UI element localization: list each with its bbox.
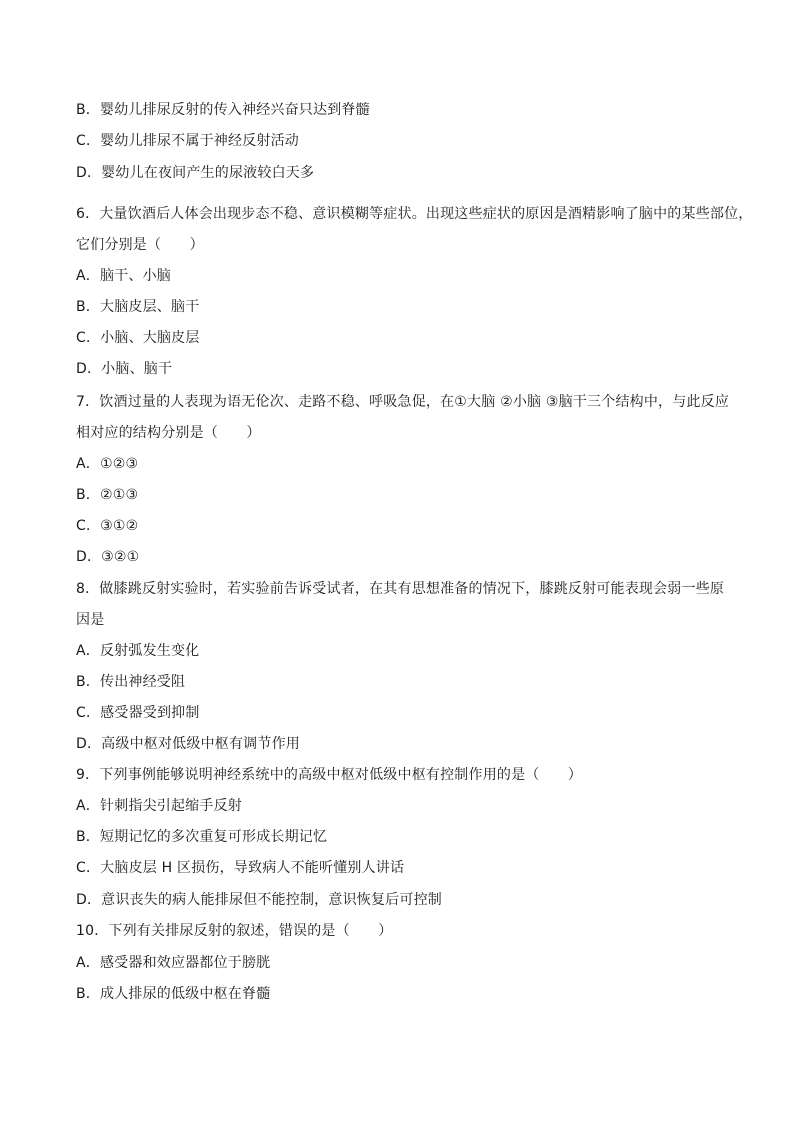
- q8-option-b: B．传出神经受阻: [76, 674, 186, 690]
- q6-option-a: A．脑干、小脑: [76, 268, 171, 284]
- q8-option-c: C．感受器受到抑制: [76, 705, 200, 721]
- q9-option-b: B．短期记忆的多次重复可形成长期记忆: [76, 829, 328, 845]
- q6-option-c: C．小脑、大脑皮层: [76, 330, 200, 346]
- q7-stem-line1: 7．饮酒过量的人表现为语无伦次、走路不稳、呼吸急促，在①大脑 ②小脑 ③脑干三个结构中，与此反应: [76, 394, 730, 410]
- q7-option-d: D．③②①: [76, 549, 140, 565]
- q7-option-c: C．③①②: [76, 518, 139, 534]
- q10-stem-line1: 10．下列有关排尿反射的叙述，错误的是（ ）: [76, 923, 393, 939]
- q6-stem-line2: 它们分别是（ ）: [76, 237, 204, 253]
- q9-option-a: A．针刺指尖引起缩手反射: [76, 798, 242, 814]
- q6-stem-line1: 6．大量饮酒后人体会出现步态不稳、意识模糊等症状。出现这些症状的原因是酒精影响了脑中的某些部位，: [76, 206, 753, 222]
- q6-option-d: D．小脑、脑干: [76, 361, 173, 377]
- q7-option-a: A．①②③: [76, 456, 139, 472]
- q8-option-a: A．反射弧发生变化: [76, 643, 200, 659]
- q5-option-d: D．婴幼儿在夜间产生的尿液较白天多: [76, 165, 315, 181]
- q9-stem-line1: 9．下列事例能够说明神经系统中的高级中枢对低级中枢有控制作用的是（ ）: [76, 767, 583, 783]
- q10-option-b: B．成人排尿的低级中枢在脊髓: [76, 986, 271, 1002]
- q6-option-b: B．大脑皮层、脑干: [76, 299, 200, 315]
- q9-option-c: C．大脑皮层 H 区损伤，导致病人不能听懂别人讲话: [76, 860, 405, 876]
- q8-stem-line1: 8．做膝跳反射实验时，若实验前告诉受试者，在其有思想准备的情况下，膝跳反射可能表现会弱一些原: [76, 581, 725, 597]
- q10-option-a: A．感受器和效应器都位于膀胱: [76, 955, 271, 971]
- q5-option-c: C．婴幼儿排尿不属于神经反射活动: [76, 133, 299, 149]
- q7-option-b: B．②①③: [76, 487, 139, 503]
- q7-stem-line2: 相对应的结构分别是（ ）: [76, 425, 261, 441]
- q9-option-d: D．意识丧失的病人能排尿但不能控制，意识恢复后可控制: [76, 892, 442, 908]
- q8-option-d: D．高级中枢对低级中枢有调节作用: [76, 736, 300, 752]
- q8-stem-line2: 因是: [76, 612, 105, 628]
- q5-option-b: B．婴幼儿排尿反射的传入神经兴奋只达到脊髓: [76, 102, 370, 118]
